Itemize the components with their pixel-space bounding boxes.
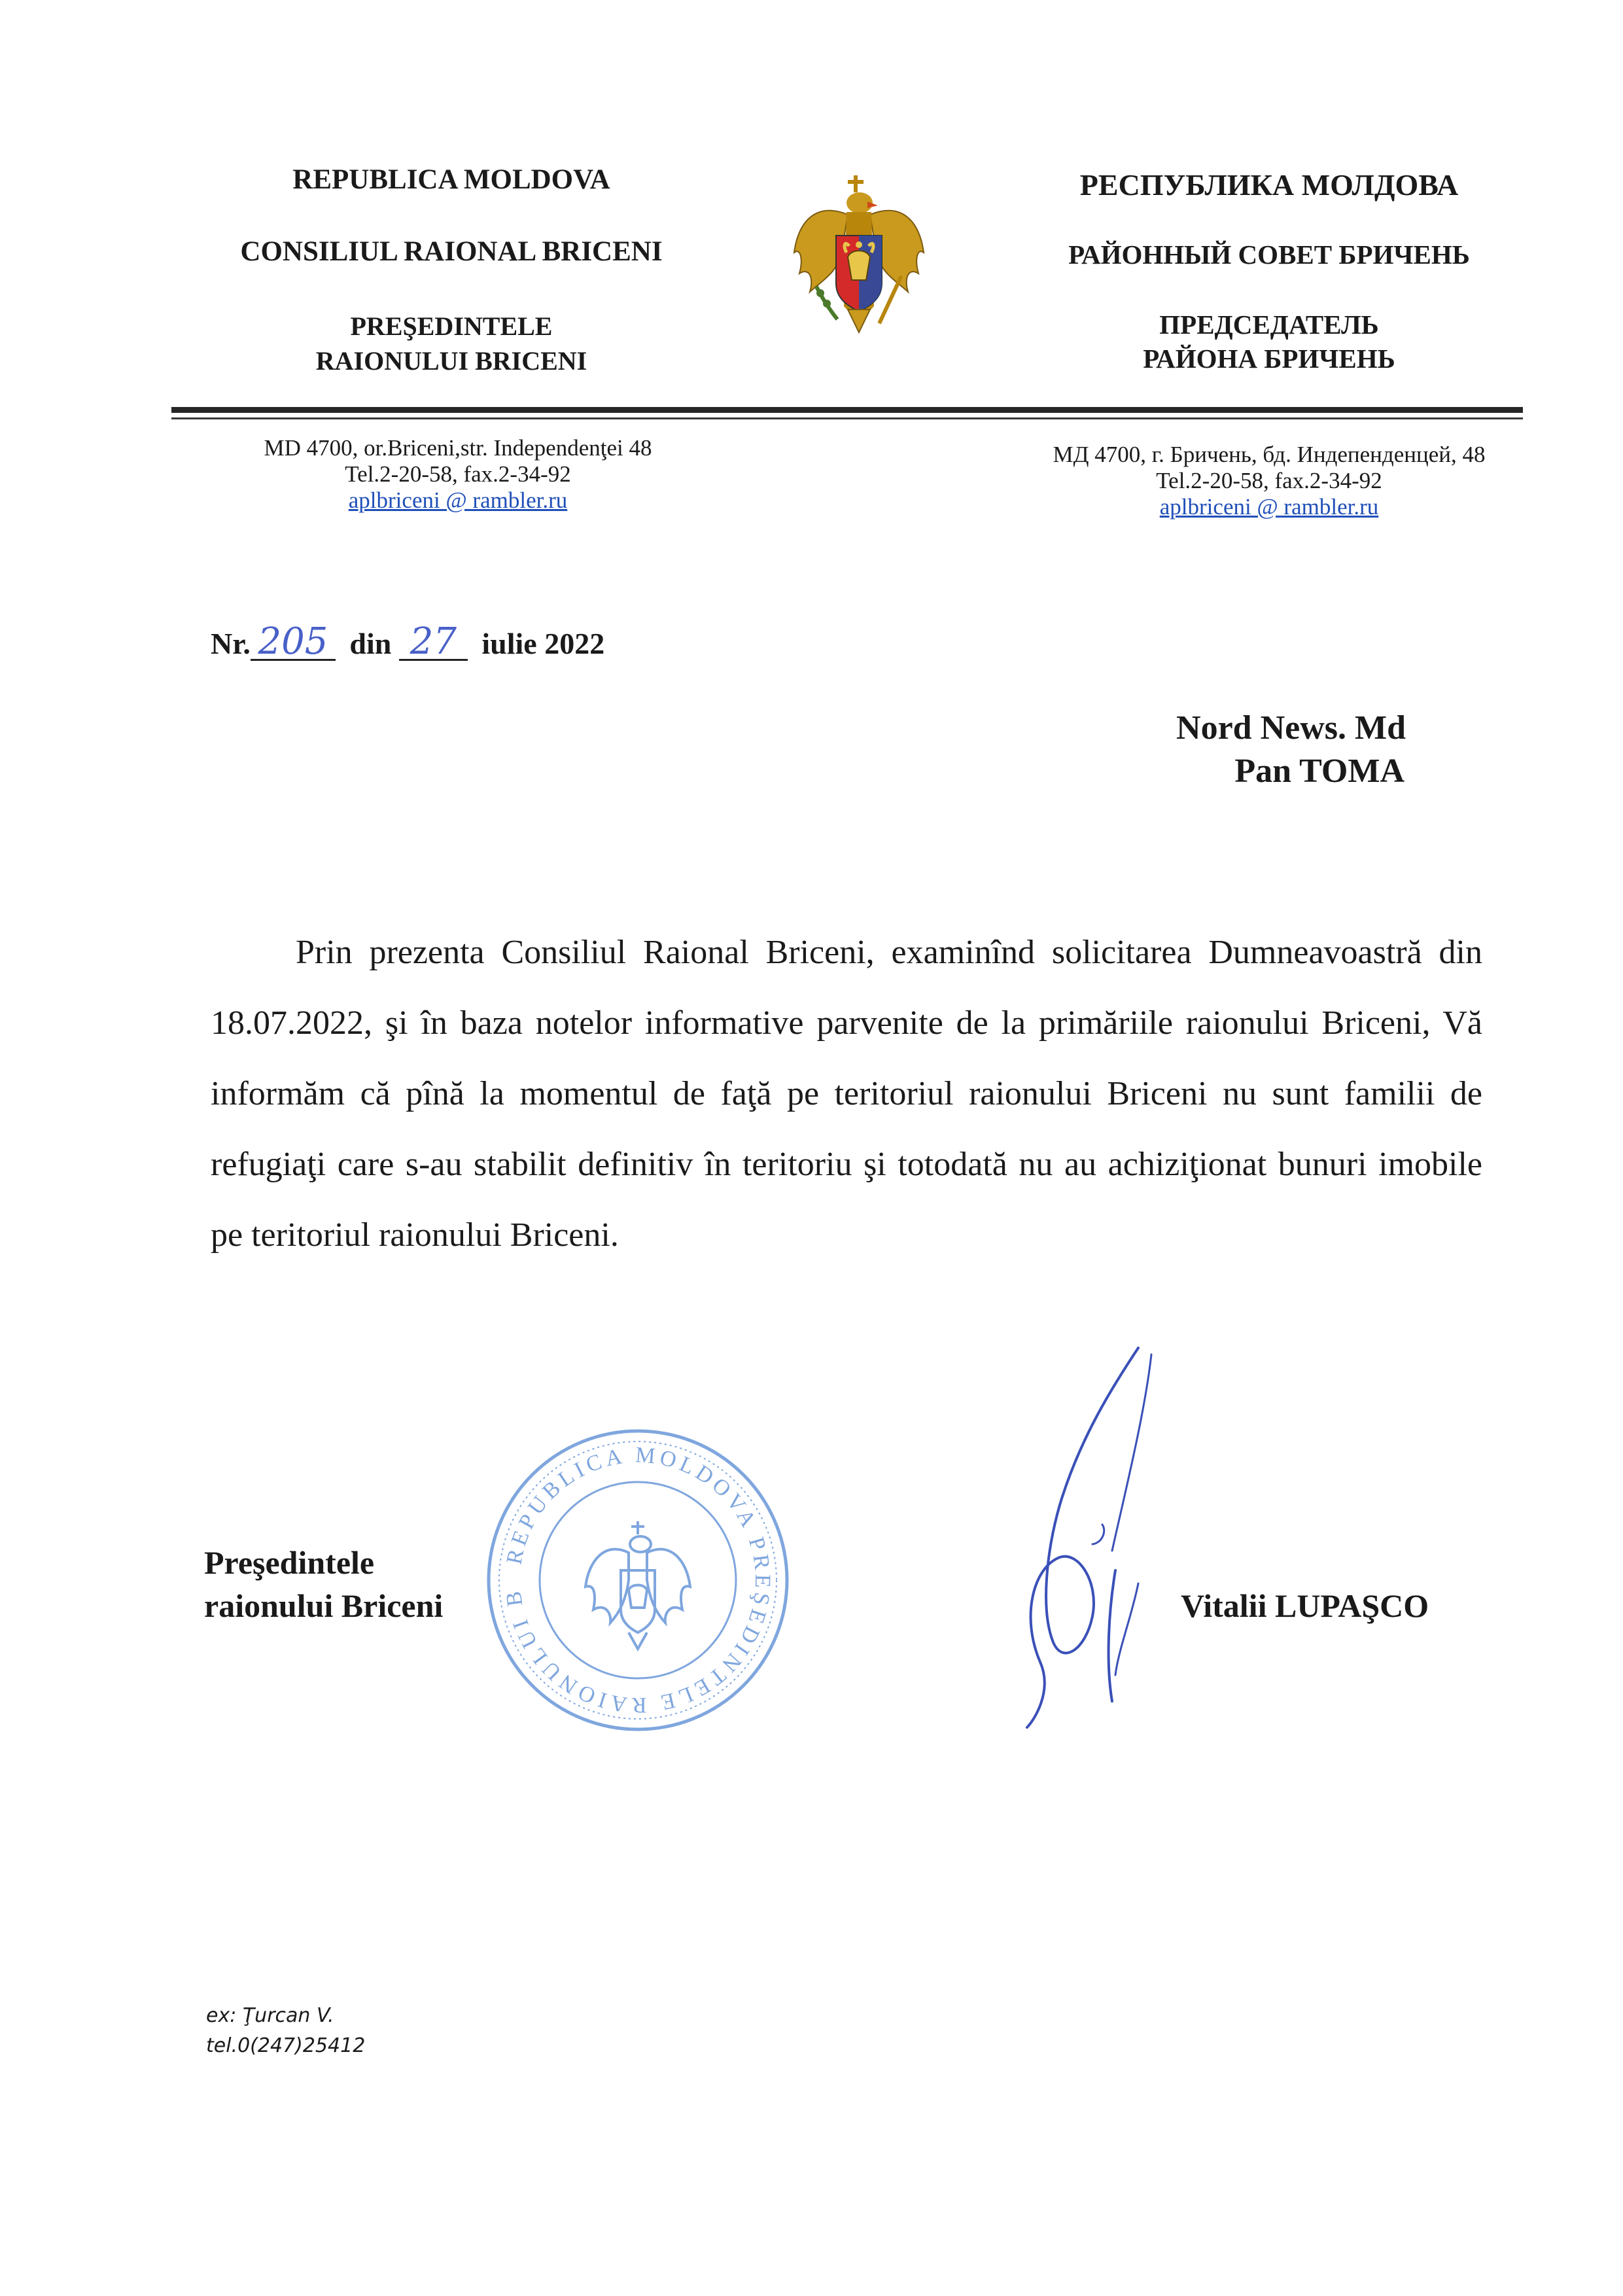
header-right-country: РЕСПУБЛИКА МОЛДОВА (1079, 168, 1459, 202)
address-left-email-link[interactable]: aplbriceni @ rambler.ru (348, 487, 568, 513)
header-right-office-line1: ПРЕДСЕДАТЕЛЬ (1159, 309, 1379, 340)
header-divider-thin (171, 417, 1523, 419)
signatory-title-line1: Preşedintele (204, 1544, 375, 1581)
footer-executor: ex: Ţurcan V. (206, 2004, 334, 2027)
day-handwritten-value: 27 (399, 625, 468, 661)
reference-line (211, 620, 605, 663)
address-left (209, 435, 707, 514)
stamp-seal-icon (481, 1423, 795, 1737)
header-divider-thick (171, 407, 1523, 413)
address-right-street: МД 4700, г. Бричень, бд. Индепенденцей, 48 (1053, 442, 1486, 467)
letter-body-paragraph: Prin prezenta Consiliul Raional Briceni, examinînd solicitarea Dumneavoastră din 18.07.2022, şi în baza notelor informative parvenite de la primăriile raionului Briceni, Vă informăm că pînă la momentul de faţă pe teritoriul raionului Briceni nu sunt familii de refugiaţi care s-au stabilit definitiv în teritoriu şi totodată nu au achiziţionat bunuri imobile pe teritoriul raionului Briceni. (211, 934, 1482, 1254)
letter-body (211, 917, 1482, 1271)
coat-of-arms-icon (790, 175, 928, 336)
address-right-email-link[interactable]: aplbriceni @ rambler.ru (1159, 494, 1379, 520)
header-left-office-line1: PREŞEDINTELE (350, 311, 553, 341)
recipient-line1: Nord News. Md (1176, 709, 1406, 747)
nr-handwritten-value: 205 (251, 625, 336, 661)
stamp-ring-text: REPUBLICA MOLDOVA PREŞEDINTELE RAIONULUI B (500, 1443, 775, 1718)
header-left-office-line2: RAIONULUI BRICENI (315, 346, 587, 376)
address-right (1001, 442, 1537, 520)
header-left-country: REPUBLICA MOLDOVA (292, 164, 610, 195)
signatory-title-line2: raionului Briceni (204, 1587, 444, 1624)
header-right-council: РАЙОННЫЙ СОВЕТ БРИЧЕНЬ (1068, 239, 1470, 270)
signatory-title (204, 1541, 443, 1627)
header-right-office-line2: РАЙОНА БРИЧЕНЬ (1143, 344, 1395, 374)
nr-label: Nr. (211, 627, 251, 660)
footer-executor-block (206, 2001, 365, 2061)
date-rest: iulie 2022 (481, 627, 605, 660)
header-left-council: CONSILIUL RAIONAL BRICENI (240, 236, 663, 267)
address-right-phone: Tel.2-20-58, fax.2-34-92 (1156, 468, 1382, 493)
signature-scribble-icon (981, 1335, 1191, 1740)
din-label: din (349, 627, 392, 660)
recipient-line2: Pan TOMA (1234, 752, 1405, 790)
footer-phone: tel.0(247)25412 (206, 2034, 366, 2057)
address-left-street: MD 4700, or.Briceni,str. Independenţei 48 (264, 435, 652, 461)
recipient-block (1176, 707, 1406, 793)
signatory-name: Vitalii LUPAŞCO (1181, 1587, 1429, 1624)
coat-of-arms-emblem (790, 175, 928, 336)
address-left-phone: Tel.2-20-58, fax.2-34-92 (345, 461, 571, 487)
handwritten-signature (981, 1335, 1191, 1740)
official-stamp (481, 1423, 795, 1737)
